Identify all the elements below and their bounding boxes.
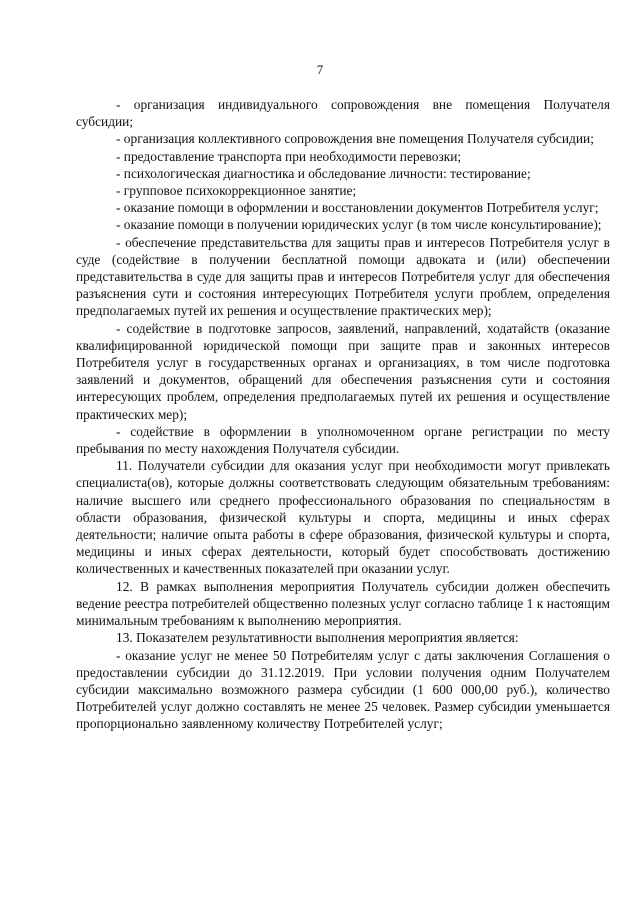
clause-12-registry: 12. В рамках выполнения мероприятия Получатель субсидии должен обеспечить ведение реестра потребителей общественно полезных услуг согласно таблице 1 к настоящим минимальным требованиям к выполнению мероприятия.: [76, 578, 610, 629]
clause-13-indicator: 13. Показателем результативности выполнения мероприятия является:: [116, 630, 519, 646]
list-item-individual-escort: - организация индивидуального сопровождения вне помещения Получателя субсидии;: [76, 97, 610, 130]
list-item-documents-help: - оказание помощи в оформлении и восстановлении документов Потребителя услуг;: [116, 200, 599, 216]
list-item-collective-escort: - организация коллективного сопровождения вне помещения Получателя субсидии;: [116, 131, 594, 147]
list-item-court-representation: - обеспечение представительства для защиты прав и интересов Потребителя услуг в суде (содействие в получении бесплатной помощи адвоката и (или) обеспечении представительства в суде для защиты прав и интересов Потребителя услуг для обеспечения разъяснения сути и состояния интересующих Потребителя услуги проблем, определения предполагаемых путей их решения и осуществление практических мер);: [76, 234, 610, 319]
list-item-registration: - содействие в оформлении в уполномоченном органе регистрации по месту пребывания по месту нахождения Получателя субсидии.: [76, 423, 610, 457]
list-item-requests-assistance: - содействие в подготовке запросов, заявлений, направлений, ходатайств (оказание квалифицированной юридической помощи при защите прав и законных интересов Потребителя услуг в государственных органах и организациях, в том числе подготовка заявлений и документов, обращений для обеспечения разъяснения сути и состояния интересующих проблем, определения предполагаемых путей их решения и осуществление практических мер);: [76, 320, 610, 422]
list-item-transport: - предоставление транспорта при необходимости перевозки;: [116, 148, 462, 164]
document-body: [76, 96, 610, 733]
list-item-service-target: - оказание услуг не менее 50 Потребителям услуг с даты заключения Соглашения о предоставлении субсидии до 31.12.2019. При условии получения одним Получателем субсидии максимально возможного размера субсидии (1 600 000,00 руб.), количество Потребителей услуг должно составлять не менее 25 человек. Размер субсидии уменьшается пропорционально заявленному количеству Потребителей услуг;: [76, 647, 610, 732]
page-number: 7: [316, 62, 324, 77]
list-item-legal-services: - оказание помощи в получении юридических услуг (в том числе консультирование);: [116, 217, 602, 233]
clause-11-specialists: 11. Получатели субсидии для оказания услуг при необходимости могут привлекать специалиста(ов), которые должны соответствовать следующим обязательным требованиям: наличие высшего или среднего профессионального образования по специальностям в области образования, физической культуры и спорта, медицины и иных сферах деятельности; наличие опыта работы в сфере образования, физической культуры и спорта, медицины и иных сферах деятельности, который будет способствовать достижению количественных и качественных показателей при оказании услуг.: [76, 458, 610, 577]
list-item-psych-diagnostics: - психологическая диагностика и обследование личности: тестирование;: [116, 165, 531, 181]
list-item-group-session: - групповое психокоррекционное занятие;: [116, 183, 357, 199]
